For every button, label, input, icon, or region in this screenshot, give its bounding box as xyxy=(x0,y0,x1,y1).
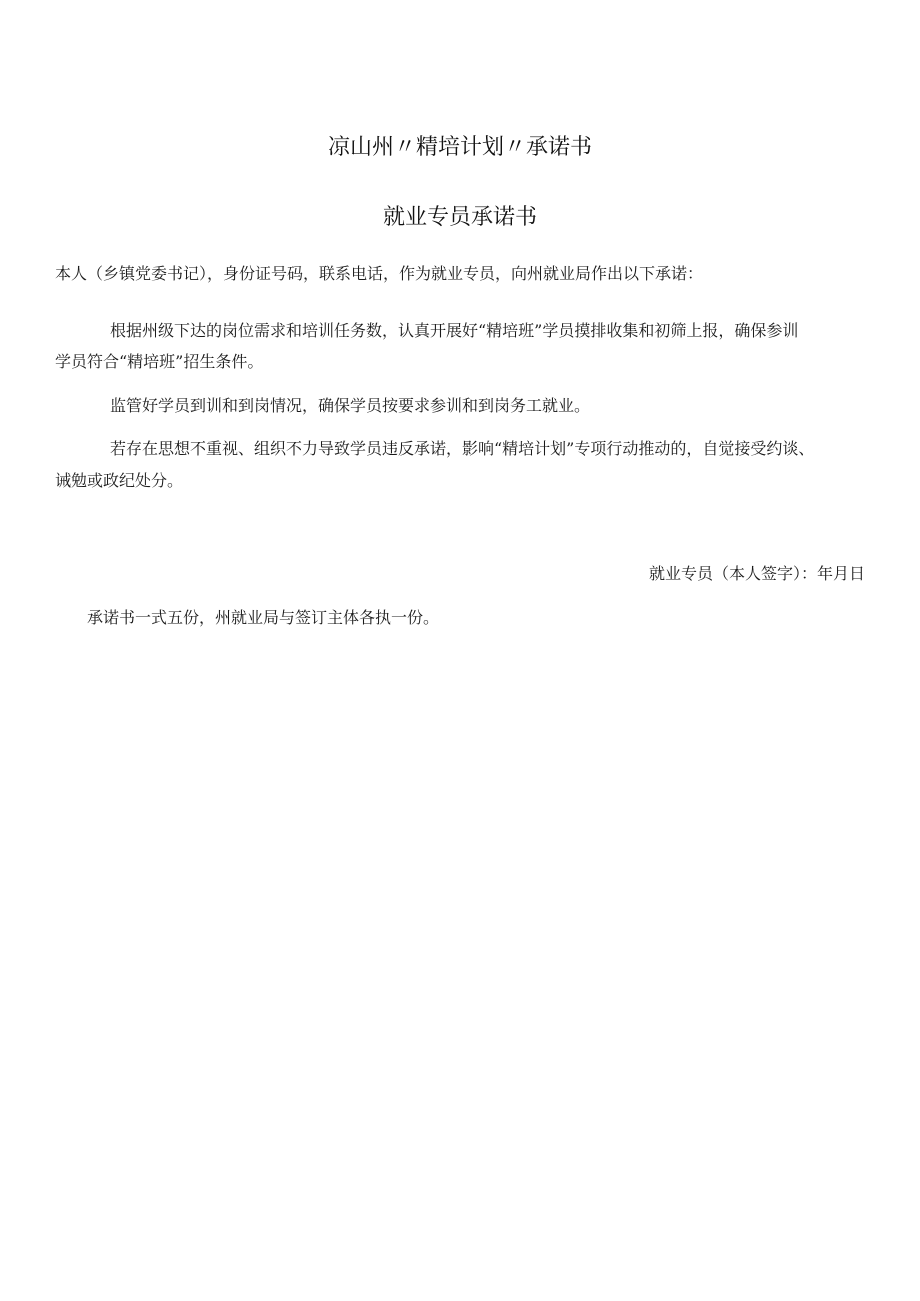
paragraph-1-line-2: 学员符合“精培班”招生条件。 xyxy=(55,352,264,371)
intro-text: 本人（乡镇党委书记），身份证号码，联系电话，作为就业专员，向州就业局作出以下承诺： xyxy=(55,264,704,283)
paragraph-3-line-2: 诫勉或政纪处分。 xyxy=(55,471,184,490)
paragraph-2-line-1: 监管好学员到训和到岗情况，确保学员按要求参训和到岗务工就业。 xyxy=(110,396,591,415)
footnote-text: 承诺书一式五份，州就业局与签订主体各执一份。 xyxy=(87,608,440,627)
signature-line: 就业专员（本人签字）：年月日 xyxy=(648,564,865,583)
document-subtitle: 就业专员承诺书 xyxy=(382,205,537,230)
paragraph-1-line-1: 根据州级下达的岗位需求和培训任务数，认真开展好“精培班”学员摸排收集和初筛上报，确保参训 xyxy=(110,321,799,340)
paragraph-3-line-1: 若存在思想不重视、组织不力导致学员违反承诺，影响“精培计划”专项行动推动的，自觉接受约谈、 xyxy=(110,439,815,458)
document-title: 凉山州〃精培计划〃承诺书 xyxy=(327,135,592,160)
